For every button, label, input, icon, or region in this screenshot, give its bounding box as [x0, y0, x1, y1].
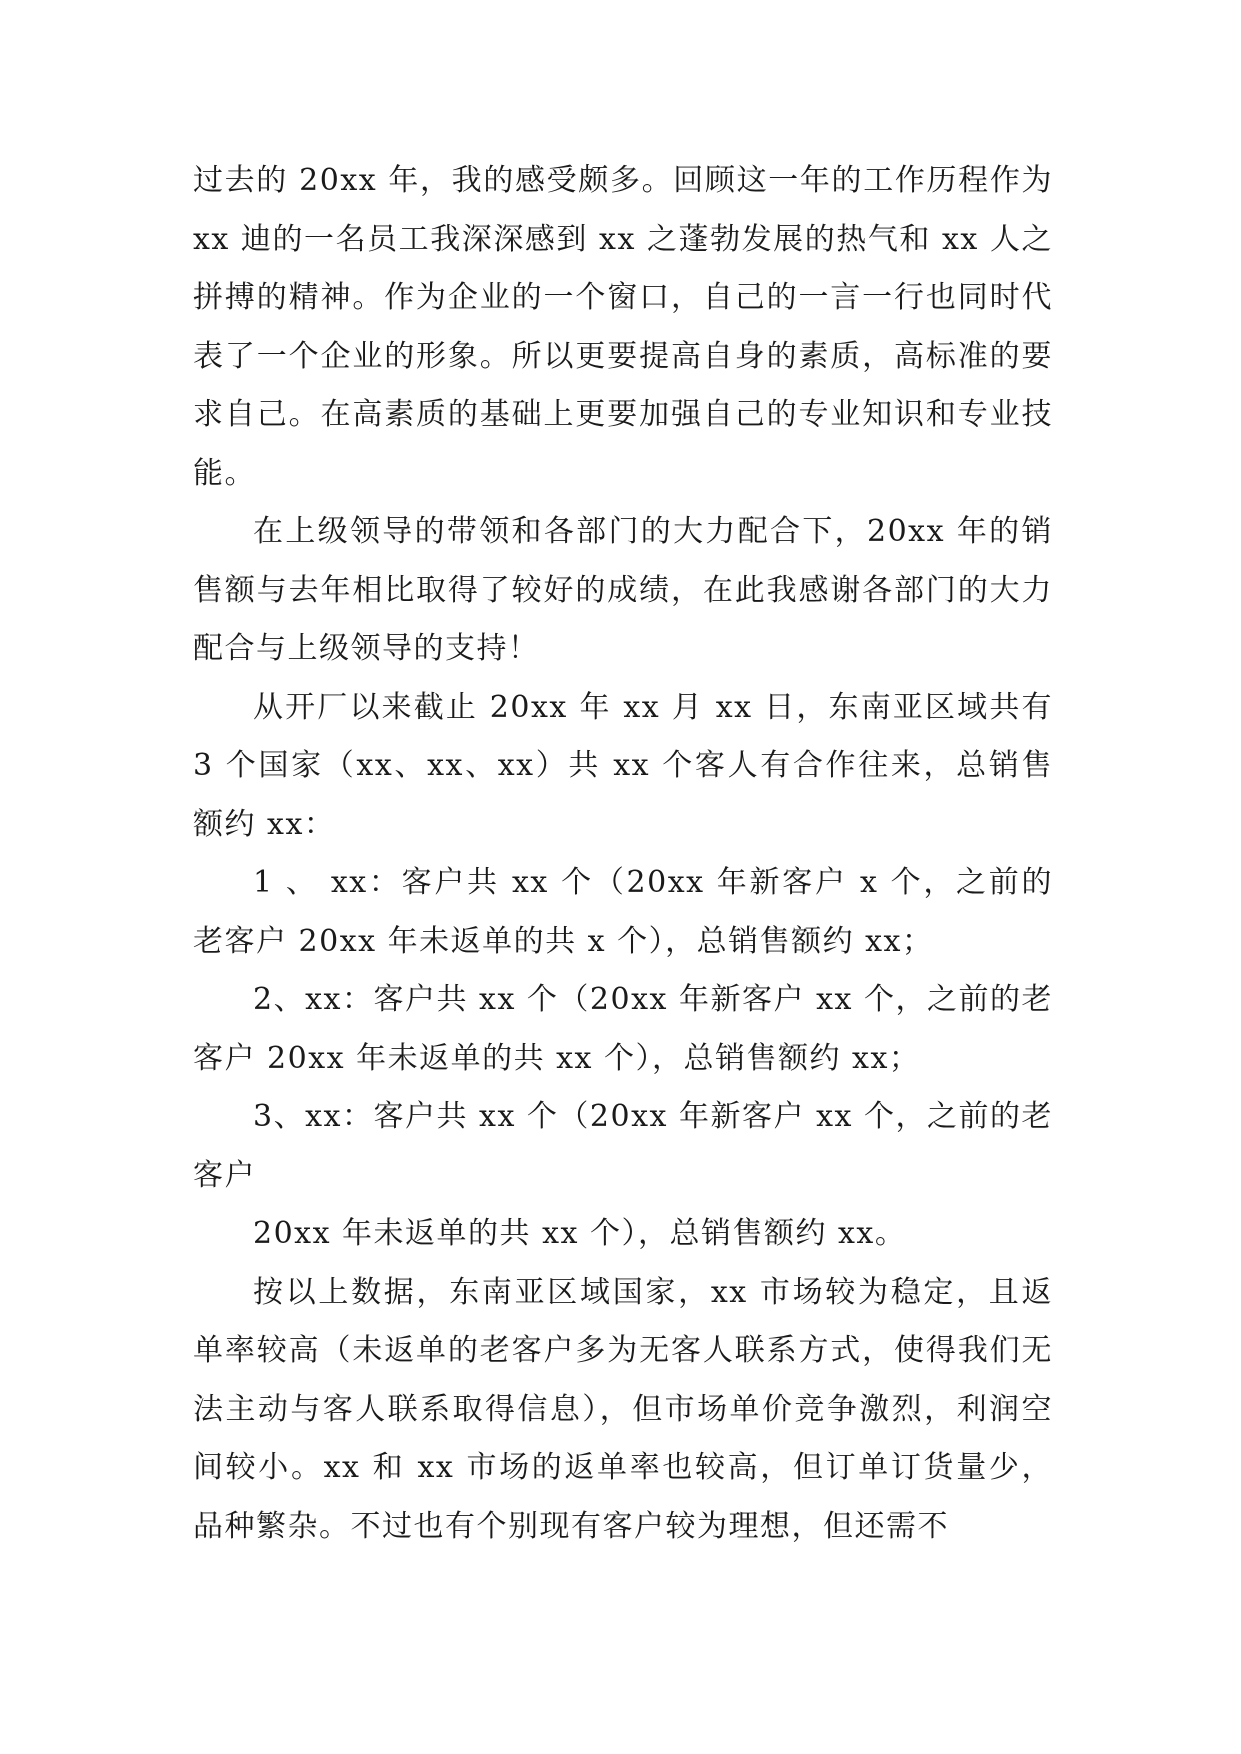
- list-item-country-3: 3、xx：客户共 xx 个（20xx 年新客户 xx 个，之前的老客户: [193, 1099, 1053, 1193]
- list-item-country-3-continued: 20xx 年未返单的共 xx 个），总销售额约 xx。: [253, 1216, 907, 1251]
- list-item-country-2: 2、xx：客户共 xx 个（20xx 年新客户 xx 个，之前的老客户 20xx 年未返单的共 xx 个），总销售额约 xx；: [193, 982, 1053, 1076]
- paragraph-market-analysis: 按以上数据，东南亚区域国家，xx 市场较为稳定，且返单率较高（未返单的老客户多为无客人联系方式，使得我们无法主动与客人联系取得信息），但市场单价竞争激烈，利润空间较小。xx 和 xx 市场的返单率也较高，但订单订货量少，品种繁杂。不过也有个别现有客户较为理想，但还需不: [193, 1274, 1053, 1544]
- document-body: [193, 152, 1053, 1556]
- paragraph-region-summary: 从开厂以来截止 20xx 年 xx 月 xx 日，东南亚区域共有 3 个国家（xx、xx、xx）共 xx 个客人有合作往来，总销售额约 xx：: [193, 689, 1053, 842]
- paragraph-sales-thanks: 在上级领导的带领和各部门的大力配合下，20xx 年的销售额与去年相比取得了较好的成绩，在此我感谢各部门的大力配合与上级领导的支持！: [193, 514, 1053, 666]
- paragraph-intro: 过去的 20xx 年，我的感受颇多。回顾这一年的工作历程作为 xx 迪的一名员工我深深感到 xx 之蓬勃发展的热气和 xx 人之拼搏的精神。作为企业的一个窗口，自己的一言一行也同时代表了一个企业的形象。所以更要提高自身的素质，高标准的要求自己。在高素质的基础上更要加强自己的专业知识和专业技能。: [193, 163, 1053, 491]
- list-item-country-1: 1 、 xx：客户共 xx 个（20xx 年新客户 x 个，之前的老客户 20xx 年未返单的共 x 个），总销售额约 xx；: [193, 865, 1053, 959]
